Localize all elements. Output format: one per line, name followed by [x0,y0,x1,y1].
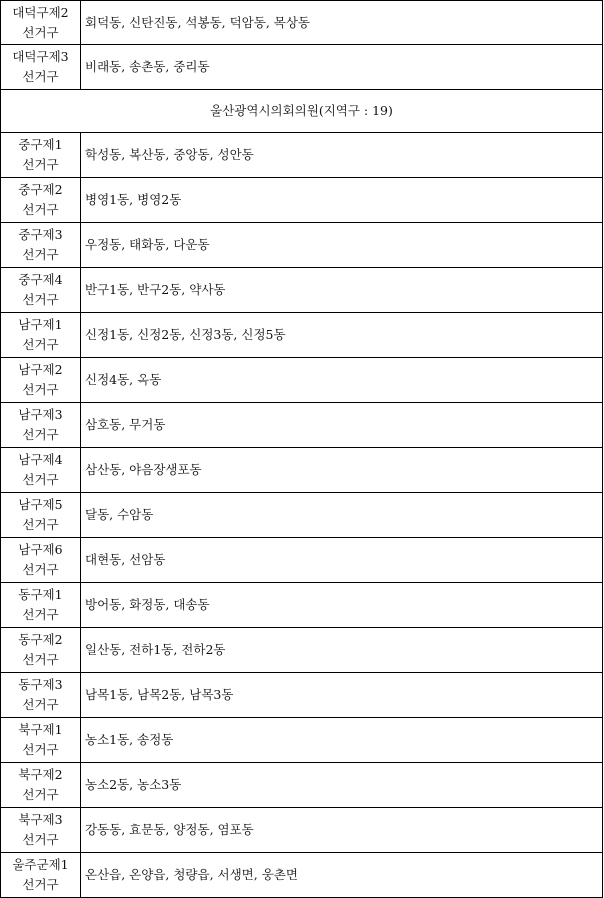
district-dongs: 달동, 수암동 [81,493,603,538]
table-row [1,448,603,493]
district-name: 중구제4 선거구 [1,268,81,313]
district-dongs: 회덕동, 신탄진동, 석봉동, 덕암동, 목상동 [81,1,603,45]
district-dongs: 병영1동, 병영2동 [81,178,603,223]
table-row [1,223,603,268]
table-row [1,853,603,898]
table-row [1,268,603,313]
table-row [1,493,603,538]
district-name: 남구제1 선거구 [1,313,81,358]
district-dongs: 반구1동, 반구2동, 약사동 [81,268,603,313]
district-dongs: 강동동, 효문동, 양정동, 염포동 [81,808,603,853]
district-dongs: 비래동, 송촌동, 중리동 [81,45,603,90]
district-dongs: 남목1동, 남목2동, 남목3동 [81,673,603,718]
table-row [1,538,603,583]
district-name: 남구제6 선거구 [1,538,81,583]
section-title: 울산광역시의회의원(지역구 : 19) [1,90,603,133]
district-table-body [1,1,603,898]
district-name: 북구제2 선거구 [1,763,81,808]
district-dongs: 농소1동, 송정동 [81,718,603,763]
district-dongs: 신정4동, 옥동 [81,358,603,403]
district-name: 동구제2 선거구 [1,628,81,673]
district-dongs: 우정동, 태화동, 다운동 [81,223,603,268]
district-dongs: 방어동, 화정동, 대송동 [81,583,603,628]
district-dongs: 학성동, 복산동, 중앙동, 성안동 [81,133,603,178]
district-name: 중구제1 선거구 [1,133,81,178]
district-name: 중구제3 선거구 [1,223,81,268]
district-dongs: 대현동, 선암동 [81,538,603,583]
table-row [1,358,603,403]
table-row [1,1,603,45]
district-name: 남구제4 선거구 [1,448,81,493]
district-name: 남구제5 선거구 [1,493,81,538]
table-row [1,808,603,853]
table-row [1,313,603,358]
district-name: 중구제2 선거구 [1,178,81,223]
table-row [1,45,603,90]
district-name: 대덕구제2 선거구 [1,1,81,45]
table-row [1,718,603,763]
district-dongs: 일산동, 전하1동, 전하2동 [81,628,603,673]
table-row [1,403,603,448]
table-row [1,628,603,673]
district-name: 동구제1 선거구 [1,583,81,628]
district-dongs: 삼호동, 무거동 [81,403,603,448]
district-name: 북구제1 선거구 [1,718,81,763]
district-name: 북구제3 선거구 [1,808,81,853]
district-name: 동구제3 선거구 [1,673,81,718]
district-name: 남구제2 선거구 [1,358,81,403]
district-dongs: 신정1동, 신정2동, 신정3동, 신정5동 [81,313,603,358]
district-dongs: 농소2동, 농소3동 [81,763,603,808]
district-dongs: 삼산동, 야음장생포동 [81,448,603,493]
district-dongs: 온산읍, 온양읍, 청량읍, 서생면, 웅촌면 [81,853,603,898]
table-row [1,178,603,223]
district-name: 남구제3 선거구 [1,403,81,448]
table-row [1,583,603,628]
table-row [1,673,603,718]
district-name: 대덕구제3 선거구 [1,45,81,90]
table-row [1,133,603,178]
district-name: 울주군제1 선거구 [1,853,81,898]
table-row [1,763,603,808]
section-header-row [1,90,603,133]
